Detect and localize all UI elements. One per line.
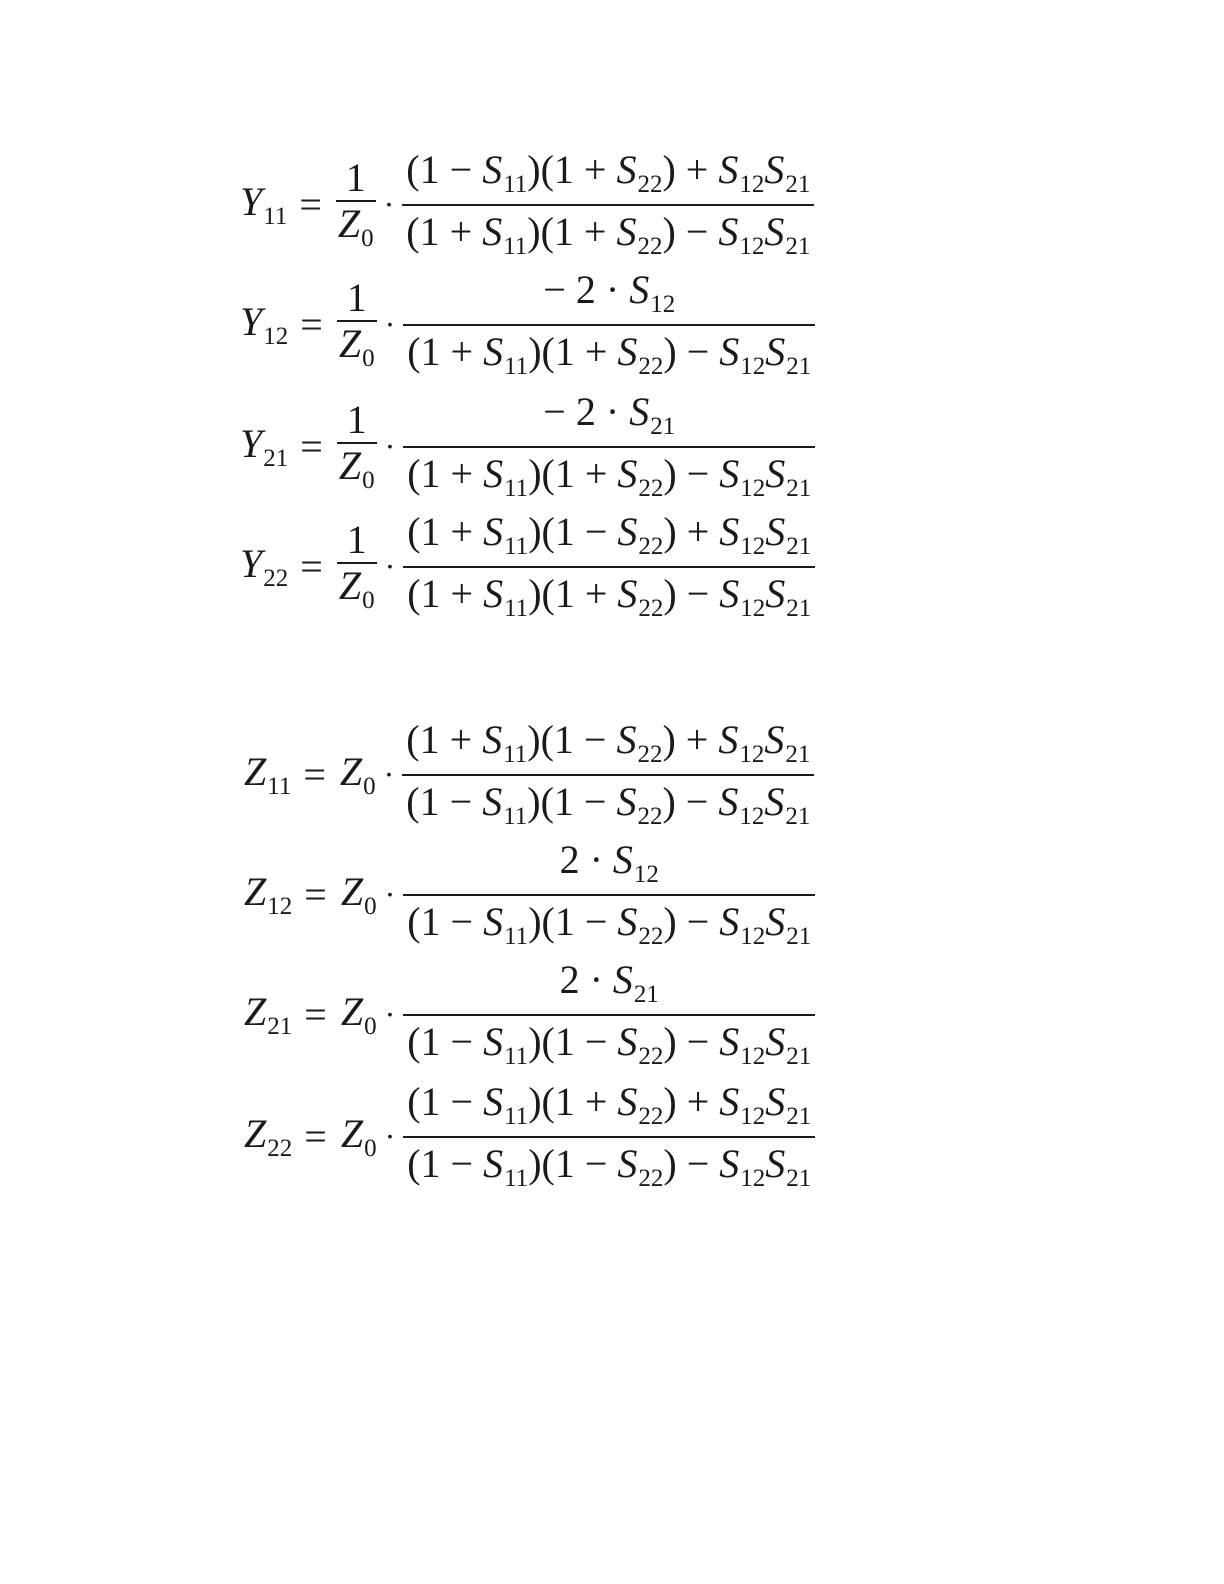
numerator-expression [543, 267, 676, 318]
z-lhs: $Z_{21}$ [244, 988, 293, 1040]
fraction-denominator [336, 202, 376, 252]
z0-symbol: $Z_0$ [340, 988, 377, 1040]
y-equation-22 [240, 510, 815, 623]
numerator-expression-s-param: $S_{21}$ [612, 957, 659, 1008]
main-numerator [403, 838, 815, 896]
denominator-expression-s-param-subscript: 21 [786, 353, 812, 380]
equals-sign: = [300, 423, 323, 469]
denominator-expression-s-param: $S_{12}$ [719, 1019, 766, 1070]
y-lhs-subscript: 12 [263, 322, 289, 350]
main-denominator [403, 896, 815, 950]
numerator-expression-text: 2 · [559, 837, 613, 882]
denominator-expression-s-param: $S_{11}$ [483, 571, 529, 622]
z0-symbol-subscript: 0 [364, 892, 377, 920]
numerator-expression-s-param: $S_{21}$ [629, 389, 676, 440]
denominator-expression-s-param-subscript: 12 [740, 923, 766, 950]
denominator-expression-s-param: $S_{11}$ [483, 451, 529, 502]
z0-symbol: $Z_0$ [339, 748, 376, 800]
numerator-expression-s-param-subscript: 12 [739, 740, 765, 768]
multiply-dot: · [384, 427, 396, 464]
denominator-expression-s-param: $S_{21}$ [765, 1019, 812, 1070]
numerator-expression-s-param-subscript: 21 [633, 980, 659, 1008]
z-equation-11 [244, 718, 814, 831]
denominator-expression-text: )(1 − [528, 1141, 618, 1187]
denominator-expression-s-param-subscript: 21 [786, 595, 812, 622]
denominator-expression-s-param: $S_{21}$ [765, 451, 812, 502]
z0-symbol-subscript: 0 [364, 1012, 377, 1040]
numerator-expression-s-param-subscript: 11 [504, 1102, 529, 1130]
denominator-expression-text: )(1 − [527, 779, 617, 825]
denominator-expression [407, 329, 812, 380]
denominator-expression-s-param-subscript: 11 [504, 1043, 529, 1070]
z-lhs: $Z_{12}$ [244, 868, 293, 920]
one-over-z0-fraction [337, 398, 377, 494]
fraction-numerator: 1 [336, 156, 376, 202]
numerator-expression-text: )(1 + [527, 147, 617, 192]
numerator-expression-text: (1 − [407, 1079, 484, 1124]
numerator-expression-s-param-subscript: 12 [740, 532, 766, 560]
main-denominator [402, 206, 814, 260]
numerator-expression-text: )(1 + [528, 1079, 618, 1124]
numerator-expression-text: (1 + [407, 509, 484, 554]
numerator-expression-s-param: $S_{12}$ [719, 1079, 766, 1130]
denominator-expression [407, 571, 812, 622]
fraction-numerator: 1 [337, 518, 377, 564]
denominator-expression-s-param: $S_{11}$ [483, 329, 529, 380]
denominator-expression-s-param-subscript: 11 [504, 1165, 529, 1192]
fraction-denominator [337, 444, 377, 494]
main-numerator [402, 718, 814, 776]
numerator-expression-text: )(1 − [528, 509, 618, 554]
denominator-expression-s-param: $S_{12}$ [718, 779, 765, 830]
z0-symbol-subscript: 0 [363, 772, 376, 800]
denominator-expression-s-param-subscript: 21 [786, 1043, 812, 1070]
numerator-expression [559, 837, 659, 888]
denominator-expression-s-param: $S_{11}$ [483, 1019, 529, 1070]
denominator-expression [407, 899, 812, 950]
denominator-expression-text: )(1 − [528, 899, 618, 945]
main-numerator [402, 148, 814, 206]
denominator-expression-s-param: $S_{22}$ [617, 451, 664, 502]
y-lhs: $Y_{22}$ [240, 540, 289, 592]
multiply-dot: · [384, 547, 396, 584]
numerator-expression-text: 2 · [559, 957, 613, 1002]
numerator-expression-s-param-subscript: 21 [786, 532, 812, 560]
numerator-expression-s-param-subscript: 22 [638, 1102, 664, 1130]
numerator-expression-text: − 2 · [543, 389, 630, 434]
denominator-expression-text: (1 − [407, 899, 484, 945]
denominator-expression [406, 209, 811, 260]
denominator-expression [407, 451, 812, 502]
numerator-expression-s-param: $S_{12}$ [719, 509, 766, 560]
main-fraction [402, 718, 814, 831]
denominator-expression-text: (1 + [406, 209, 483, 255]
one-over-z0-fraction [337, 276, 377, 372]
main-fraction [403, 958, 815, 1071]
numerator-expression [407, 1079, 812, 1130]
main-denominator [403, 568, 815, 622]
denominator-expression-s-param: $S_{11}$ [482, 779, 528, 830]
denominator-expression-text: (1 + [407, 451, 484, 497]
z0-symbol: $Z_0$ [337, 201, 374, 252]
denominator-expression-text: )(1 − [528, 1019, 618, 1065]
z-lhs-subscript: 11 [267, 772, 292, 800]
numerator-expression-s-param: $S_{12}$ [612, 837, 659, 888]
z-equation-22 [244, 1080, 815, 1193]
fraction-denominator [337, 322, 377, 372]
numerator-expression [543, 389, 676, 440]
main-denominator [402, 776, 814, 830]
z0-symbol: $Z_0$ [338, 321, 375, 372]
numerator-expression-s-param: $S_{11}$ [483, 509, 529, 560]
numerator-expression-s-param: $S_{21}$ [765, 509, 812, 560]
main-numerator [403, 510, 815, 568]
multiply-dot: · [384, 1117, 396, 1154]
denominator-expression-s-param-subscript: 21 [786, 1165, 812, 1192]
numerator-expression-text: (1 − [406, 147, 483, 192]
numerator-expression-s-param: $S_{21}$ [764, 147, 811, 198]
numerator-expression-text: ) + [662, 717, 719, 762]
numerator-expression [406, 717, 811, 768]
main-fraction [403, 1080, 815, 1193]
z0-symbol-subscript: 0 [362, 586, 375, 614]
denominator-expression-text: ) − [662, 209, 719, 255]
numerator-expression-s-param: $S_{11}$ [482, 147, 528, 198]
denominator-expression-s-param-subscript: 22 [638, 353, 664, 380]
z-lhs-subscript: 21 [267, 1012, 293, 1040]
denominator-expression-s-param-subscript: 12 [740, 475, 766, 502]
denominator-expression-s-param-subscript: 12 [740, 595, 766, 622]
numerator-expression-s-param: $S_{12}$ [629, 267, 676, 318]
denominator-expression-s-param-subscript: 21 [786, 923, 812, 950]
denominator-expression-s-param: $S_{22}$ [616, 779, 663, 830]
numerator-expression [407, 509, 812, 560]
z-equation-12 [244, 838, 815, 951]
denominator-expression-s-param: $S_{12}$ [719, 1141, 766, 1192]
multiply-dot: · [383, 755, 395, 792]
denominator-expression-s-param-subscript: 21 [786, 475, 812, 502]
denominator-expression-s-param-subscript: 11 [504, 595, 529, 622]
denominator-expression-s-param: $S_{22}$ [617, 329, 664, 380]
z-lhs: $Z_{11}$ [244, 748, 292, 800]
numerator-expression-s-param: $S_{11}$ [482, 717, 528, 768]
denominator-expression-s-param-subscript: 11 [503, 233, 528, 260]
equals-sign: = [300, 301, 323, 347]
z0-symbol-subscript: 0 [362, 466, 375, 494]
multiply-dot: · [384, 305, 396, 342]
denominator-expression-s-param: $S_{12}$ [719, 329, 766, 380]
equals-sign: = [304, 1113, 327, 1159]
denominator-expression-s-param: $S_{22}$ [617, 899, 664, 950]
numerator-expression-s-param-subscript: 11 [503, 170, 528, 198]
denominator-expression-s-param-subscript: 12 [740, 1165, 766, 1192]
numerator-expression-s-param: $S_{22}$ [617, 1079, 664, 1130]
z0-symbol-subscript: 0 [362, 344, 375, 372]
y-lhs: $Y_{11}$ [240, 178, 288, 230]
denominator-expression-s-param: $S_{22}$ [617, 571, 664, 622]
equals-sign: = [299, 181, 322, 227]
numerator-expression-s-param-subscript: 22 [637, 740, 663, 768]
numerator-expression-s-param-subscript: 12 [633, 860, 659, 888]
denominator-expression-text: ) − [663, 329, 720, 375]
y-lhs-subscript: 11 [263, 202, 288, 230]
denominator-expression-s-param: $S_{12}$ [718, 209, 765, 260]
denominator-expression-s-param-subscript: 22 [638, 1043, 664, 1070]
denominator-expression-text: )(1 + [528, 571, 618, 617]
numerator-expression-s-param: $S_{11}$ [483, 1079, 529, 1130]
denominator-expression-s-param: $S_{21}$ [764, 779, 811, 830]
z0-symbol: $Z_0$ [340, 1110, 377, 1162]
numerator-expression-text: ) + [663, 1079, 720, 1124]
denominator-expression-text: (1 + [407, 571, 484, 617]
main-fraction [403, 838, 815, 951]
numerator-expression-s-param-subscript: 22 [637, 170, 663, 198]
main-numerator [403, 1080, 815, 1138]
numerator-expression-text: − 2 · [543, 267, 630, 312]
denominator-expression-s-param-subscript: 11 [504, 475, 529, 502]
denominator-expression-s-param-subscript: 22 [637, 803, 663, 830]
numerator-expression-s-param-subscript: 12 [739, 170, 765, 198]
z0-symbol-subscript: 0 [361, 224, 374, 252]
numerator-expression-text: ) + [663, 509, 720, 554]
y-lhs-subscript: 21 [263, 444, 289, 472]
denominator-expression-text: )(1 + [527, 209, 617, 255]
denominator-expression-s-param-subscript: 22 [638, 595, 664, 622]
numerator-expression-s-param-subscript: 12 [650, 290, 676, 318]
fraction-denominator [337, 564, 377, 614]
fraction-numerator: 1 [337, 398, 377, 444]
y-lhs: $Y_{21}$ [240, 420, 289, 472]
denominator-expression-s-param-subscript: 21 [785, 233, 811, 260]
equals-sign: = [303, 751, 326, 797]
denominator-expression-s-param-subscript: 12 [740, 1043, 766, 1070]
numerator-expression-s-param: $S_{22}$ [617, 509, 664, 560]
numerator-expression-s-param: $S_{21}$ [765, 1079, 812, 1130]
z-lhs-subscript: 12 [267, 892, 293, 920]
numerator-expression-s-param-subscript: 12 [740, 1102, 766, 1130]
denominator-expression-s-param: $S_{21}$ [765, 571, 812, 622]
denominator-expression-s-param: $S_{12}$ [719, 899, 766, 950]
main-fraction [402, 148, 814, 261]
numerator-expression-s-param-subscript: 21 [785, 740, 811, 768]
numerator-expression-s-param-subscript: 21 [650, 412, 676, 440]
numerator-expression-text: (1 + [406, 717, 483, 762]
main-fraction [403, 268, 815, 381]
denominator-expression-s-param: $S_{22}$ [617, 1141, 664, 1192]
multiply-dot: · [383, 185, 395, 222]
y-lhs-subscript: 22 [263, 564, 289, 592]
denominator-expression-text: (1 − [406, 779, 483, 825]
y-equation-21 [240, 390, 815, 503]
one-over-z0-fraction [337, 518, 377, 614]
z0-symbol-subscript: 0 [364, 1134, 377, 1162]
denominator-expression [407, 1019, 812, 1070]
fraction-numerator: 1 [337, 276, 377, 322]
denominator-expression-s-param-subscript: 21 [785, 803, 811, 830]
denominator-expression-s-param: $S_{12}$ [719, 451, 766, 502]
numerator-expression-s-param: $S_{12}$ [718, 147, 765, 198]
numerator-expression [559, 957, 659, 1008]
numerator-expression-s-param-subscript: 21 [786, 1102, 812, 1130]
denominator-expression-s-param-subscript: 22 [638, 1165, 664, 1192]
denominator-expression-s-param-subscript: 22 [638, 475, 664, 502]
main-fraction [403, 510, 815, 623]
denominator-expression-s-param: $S_{22}$ [617, 1019, 664, 1070]
equals-sign: = [304, 991, 327, 1037]
denominator-expression-s-param: $S_{21}$ [765, 329, 812, 380]
numerator-expression-s-param: $S_{22}$ [616, 147, 663, 198]
numerator-expression-s-param: $S_{22}$ [616, 717, 663, 768]
equals-sign: = [304, 871, 327, 917]
denominator-expression-s-param: $S_{11}$ [482, 209, 528, 260]
numerator-expression-s-param-subscript: 11 [503, 740, 528, 768]
numerator-expression-s-param-subscript: 21 [785, 170, 811, 198]
denominator-expression-text: ) − [662, 779, 719, 825]
equals-sign: = [300, 543, 323, 589]
y-equation-11 [240, 148, 814, 261]
denominator-expression-s-param-subscript: 22 [637, 233, 663, 260]
denominator-expression-s-param: $S_{11}$ [483, 1141, 529, 1192]
multiply-dot: · [384, 995, 396, 1032]
numerator-expression-s-param: $S_{12}$ [718, 717, 765, 768]
denominator-expression-s-param-subscript: 11 [504, 923, 529, 950]
z-lhs: $Z_{22}$ [244, 1110, 293, 1162]
numerator-expression [406, 147, 811, 198]
denominator-expression-s-param-subscript: 11 [503, 803, 528, 830]
denominator-expression-text: )(1 + [528, 329, 618, 375]
denominator-expression-text: (1 − [407, 1141, 484, 1187]
denominator-expression-s-param-subscript: 12 [739, 803, 765, 830]
denominator-expression-text: (1 + [407, 329, 484, 375]
numerator-expression-text: ) + [662, 147, 719, 192]
denominator-expression-text: ) − [663, 571, 720, 617]
numerator-expression-text: )(1 − [527, 717, 617, 762]
denominator-expression-s-param-subscript: 11 [504, 353, 529, 380]
y-lhs: $Y_{12}$ [240, 298, 289, 350]
denominator-expression-text: ) − [663, 899, 720, 945]
denominator-expression-text: )(1 + [528, 451, 618, 497]
numerator-expression-s-param: $S_{21}$ [764, 717, 811, 768]
denominator-expression-s-param-subscript: 22 [638, 923, 664, 950]
z0-symbol: $Z_0$ [338, 563, 375, 614]
z0-symbol: $Z_0$ [340, 868, 377, 920]
denominator-expression-s-param-subscript: 12 [740, 353, 766, 380]
denominator-expression-s-param-subscript: 12 [739, 233, 765, 260]
main-fraction [403, 390, 815, 503]
denominator-expression-s-param: $S_{21}$ [765, 1141, 812, 1192]
numerator-expression-s-param-subscript: 22 [638, 532, 664, 560]
denominator-expression-s-param: $S_{11}$ [483, 899, 529, 950]
multiply-dot: · [384, 875, 396, 912]
denominator-expression-text: ) − [663, 1019, 720, 1065]
main-denominator [403, 448, 815, 502]
denominator-expression-s-param: $S_{21}$ [764, 209, 811, 260]
denominator-expression [406, 779, 811, 830]
denominator-expression-text: (1 − [407, 1019, 484, 1065]
denominator-expression [407, 1141, 812, 1192]
z-equation-21 [244, 958, 815, 1071]
main-numerator [403, 268, 815, 326]
y-equation-12 [240, 268, 815, 381]
denominator-expression-s-param: $S_{12}$ [719, 571, 766, 622]
numerator-expression-s-param-subscript: 11 [504, 532, 529, 560]
z-lhs-subscript: 22 [267, 1134, 293, 1162]
denominator-expression-text: ) − [663, 451, 720, 497]
denominator-expression-text: ) − [663, 1141, 720, 1187]
denominator-expression-s-param: $S_{22}$ [616, 209, 663, 260]
main-numerator [403, 958, 815, 1016]
main-denominator [403, 326, 815, 380]
main-numerator [403, 390, 815, 448]
denominator-expression-s-param: $S_{21}$ [765, 899, 812, 950]
main-denominator [403, 1138, 815, 1192]
z0-symbol: $Z_0$ [338, 443, 375, 494]
one-over-z0-fraction [336, 156, 376, 252]
main-denominator [403, 1016, 815, 1070]
